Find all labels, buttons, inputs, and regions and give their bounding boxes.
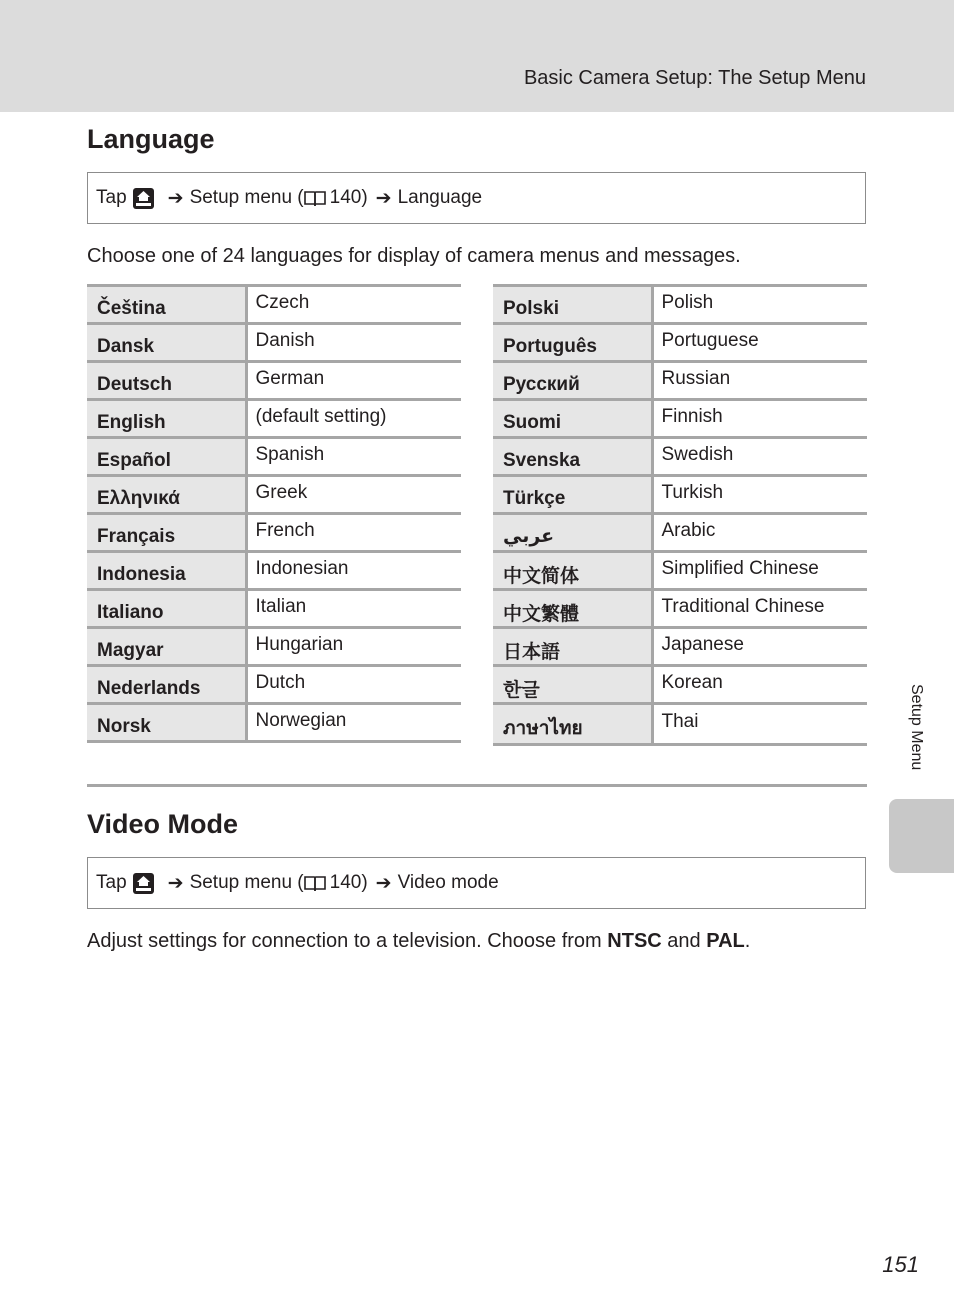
native-language-name: Ελληνικά — [87, 476, 246, 514]
table-row — [87, 286, 461, 324]
english-language-name: French — [246, 514, 461, 552]
english-language-name: Russian — [652, 362, 867, 400]
english-language-name: Norwegian — [246, 704, 461, 742]
language-table-right — [493, 284, 867, 746]
native-language-name: Русский — [493, 362, 652, 400]
native-language-name: Türkçe — [493, 476, 652, 514]
home-icon — [133, 873, 154, 894]
video-mode-target-label: Video mode — [397, 872, 499, 893]
setup-menu-label: Setup menu ( — [189, 872, 304, 893]
table-row — [87, 438, 461, 476]
tap-label: Tap — [96, 872, 127, 893]
table-row — [493, 286, 867, 324]
chapter-title: Basic Camera Setup: The Setup Menu — [523, 67, 866, 89]
table-row — [493, 514, 867, 552]
english-language-name: Greek — [246, 476, 461, 514]
english-language-name: Swedish — [652, 438, 867, 476]
tap-label: Tap — [96, 187, 127, 208]
native-language-name: Português — [493, 324, 652, 362]
native-language-name: Norsk — [87, 704, 246, 742]
native-language-name: 中文简体 — [493, 552, 652, 590]
table-row — [87, 704, 461, 742]
native-language-name: Indonesia — [87, 552, 246, 590]
table-row — [493, 438, 867, 476]
english-language-name: German — [246, 362, 461, 400]
page-reference: 140) — [329, 872, 368, 893]
english-language-name: Polish — [652, 286, 867, 324]
native-language-name: Magyar — [87, 628, 246, 666]
table-row — [87, 628, 461, 666]
native-language-name: Italiano — [87, 590, 246, 628]
conjunction-text: and — [661, 930, 707, 952]
english-language-name: Indonesian — [246, 552, 461, 590]
english-language-name: Finnish — [652, 400, 867, 438]
arrow-right-icon: ➔ — [167, 872, 184, 894]
english-language-name: Korean — [652, 666, 867, 704]
ntsc-option: NTSC — [607, 930, 662, 952]
english-language-name: Simplified Chinese — [652, 552, 867, 590]
native-language-name: Deutsch — [87, 362, 246, 400]
book-icon — [304, 190, 326, 207]
table-row — [493, 590, 867, 628]
english-language-name: Hungarian — [246, 628, 461, 666]
native-language-name: Polski — [493, 286, 652, 324]
language-navigation-path — [87, 172, 866, 224]
side-tab-label: Setup Menu — [908, 684, 925, 771]
english-language-name: Italian — [246, 590, 461, 628]
language-target-label: Language — [397, 187, 483, 208]
table-row — [493, 400, 867, 438]
table-row — [87, 590, 461, 628]
page-reference: 140) — [329, 187, 368, 208]
english-language-name: Czech — [246, 286, 461, 324]
table-row — [87, 666, 461, 704]
native-language-name: 日本語 — [493, 628, 652, 666]
table-row — [87, 324, 461, 362]
table-row — [87, 476, 461, 514]
english-language-name: Turkish — [652, 476, 867, 514]
native-language-name: ภาษาไทย — [493, 704, 652, 745]
table-row — [493, 666, 867, 704]
language-heading: Language — [87, 124, 215, 154]
native-language-name: Čeština — [87, 286, 246, 324]
native-language-name: Nederlands — [87, 666, 246, 704]
native-language-name: Español — [87, 438, 246, 476]
english-language-name: Danish — [246, 324, 461, 362]
english-language-name: (default setting) — [246, 400, 461, 438]
english-language-name: Spanish — [246, 438, 461, 476]
table-row — [87, 362, 461, 400]
english-language-name: Arabic — [652, 514, 867, 552]
native-language-name: 中文繁體 — [493, 590, 652, 628]
table-row — [87, 552, 461, 590]
table-row — [493, 552, 867, 590]
table-row — [493, 324, 867, 362]
home-icon — [133, 188, 154, 209]
side-tab-marker — [889, 799, 954, 873]
native-language-name: Suomi — [493, 400, 652, 438]
native-language-name: Dansk — [87, 324, 246, 362]
table-row — [493, 362, 867, 400]
video-mode-navigation-path — [87, 857, 866, 909]
english-language-name: Japanese — [652, 628, 867, 666]
english-language-name: Portuguese — [652, 324, 867, 362]
page-number: 151 — [882, 1252, 919, 1277]
table-row — [87, 514, 461, 552]
page-header — [0, 0, 954, 112]
table-row — [493, 476, 867, 514]
video-mode-description-text: Adjust settings for connection to a television. Choose from — [87, 930, 608, 952]
table-row — [493, 704, 867, 745]
setup-menu-label: Setup menu ( — [189, 187, 304, 208]
table-row — [493, 628, 867, 666]
language-description: Choose one of 24 languages for display of camera menus and messages. — [87, 245, 741, 267]
english-language-name: Traditional Chinese — [652, 590, 867, 628]
video-mode-description — [87, 930, 750, 953]
arrow-right-icon: ➔ — [167, 187, 184, 209]
book-icon — [304, 875, 326, 892]
native-language-name: Français — [87, 514, 246, 552]
native-language-name: Svenska — [493, 438, 652, 476]
sentence-period: . — [744, 930, 751, 952]
language-table-left — [87, 284, 461, 743]
native-language-name: English — [87, 400, 246, 438]
english-language-name: Dutch — [246, 666, 461, 704]
pal-option: PAL — [706, 930, 745, 952]
native-language-name: 한글 — [493, 666, 652, 704]
table-row — [87, 400, 461, 438]
arrow-right-icon: ➔ — [375, 187, 392, 209]
arrow-right-icon: ➔ — [375, 872, 392, 894]
video-mode-heading: Video Mode — [87, 809, 239, 839]
english-language-name: Thai — [652, 704, 867, 745]
native-language-name: عربي — [493, 514, 652, 552]
section-divider — [87, 784, 867, 787]
